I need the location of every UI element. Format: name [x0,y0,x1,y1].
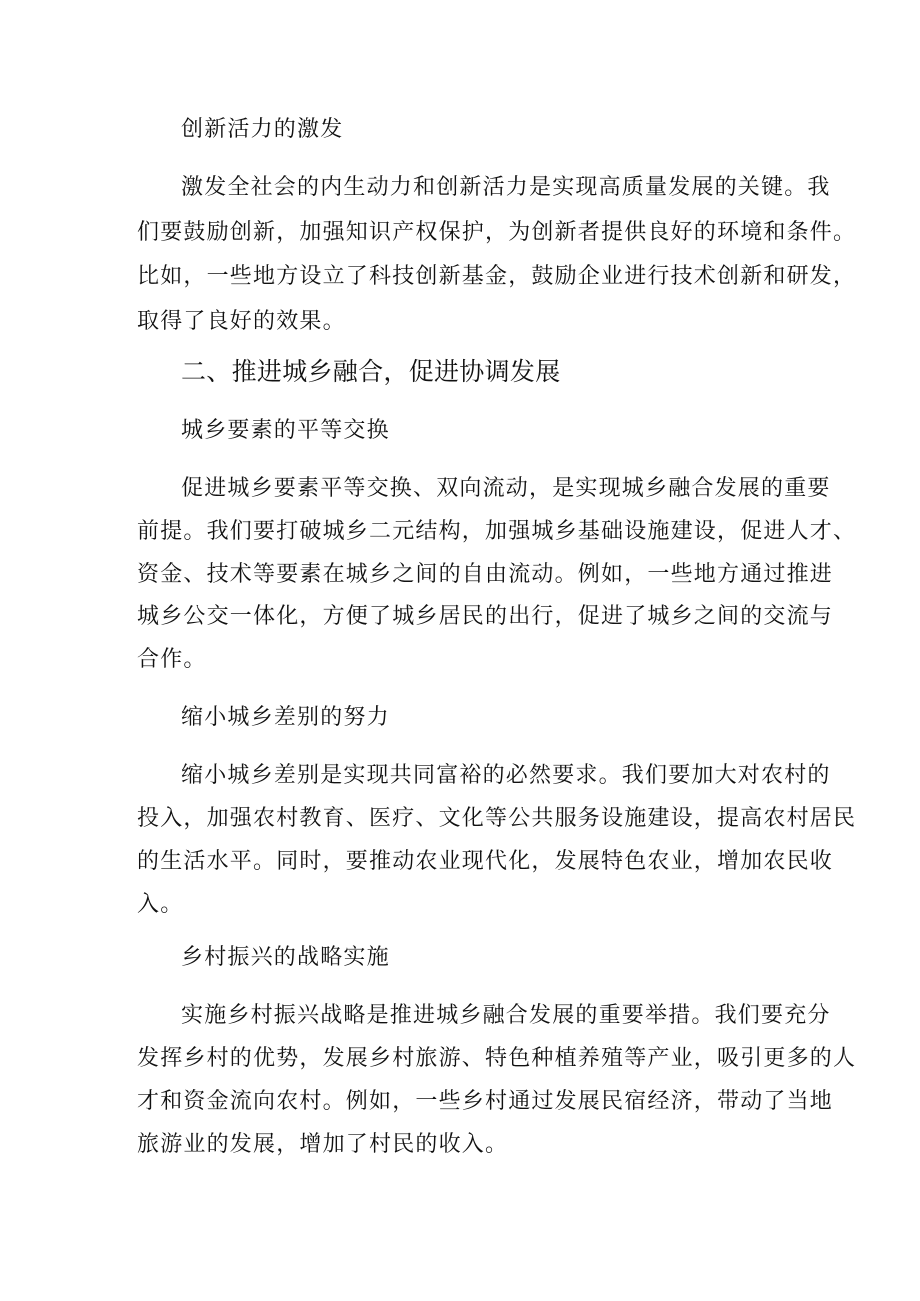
paragraph-line: 才和资金流向农村。例如，一些乡村通过发展民宿经济，带动了当地 [137,1089,834,1114]
paragraph-line: 取得了良好的效果。 [137,309,346,334]
paragraph-line: 实施乡村振兴战略是推进城乡融合发展的重要举措。我们要充分 [181,1003,831,1028]
subheading-factor-exchange: 城乡要素的平等交换 [181,418,390,443]
paragraph-line: 们要鼓励创新，加强知识产权保护，为创新者提供良好的环境和条件。 [137,220,857,245]
paragraph-line: 比如，一些地方设立了科技创新基金，鼓励企业进行技术创新和研发， [137,264,857,289]
subheading-innovation-vitality: 创新活力的激发 [181,117,344,142]
paragraph-line: 投入，加强农村教育、医疗、文化等公共服务设施建设，提高农村居民 [137,806,857,831]
section-heading-urban-rural: 二、推进城乡融合，促进协调发展 [181,357,561,386]
subheading-narrow-gap: 缩小城乡差别的努力 [181,705,390,730]
paragraph-line: 城乡公交一体化，方便了城乡居民的出行，促进了城乡之间的交流与 [137,604,834,629]
paragraph-line: 激发全社会的内生动力和创新活力是实现高质量发展的关键。我 [181,175,831,200]
paragraph-line: 的生活水平。同时，要推动农业现代化，发展特色农业，增加农民收 [137,849,834,874]
paragraph-line: 前提。我们要打破城乡二元结构，加强城乡基础设施建设，促进人才、 [137,519,857,544]
paragraph-line: 旅游业的发展，增加了村民的收入。 [137,1132,509,1157]
paragraph-line: 入。 [137,892,184,917]
subheading-rural-revitalization: 乡村振兴的战略实施 [181,945,390,970]
paragraph-line: 资金、技术等要素在城乡之间的自由流动。例如，一些地方通过推进 [137,562,834,587]
paragraph-line: 促进城乡要素平等交换、双向流动，是实现城乡融合发展的重要 [181,476,831,501]
paragraph-line: 发挥乡村的优势，发展乡村旅游、特色种植养殖等产业，吸引更多的人 [137,1046,857,1071]
paragraph-line: 合作。 [137,647,207,672]
paragraph-line: 缩小城乡差别是实现共同富裕的必然要求。我们要加大对农村的 [181,763,831,788]
